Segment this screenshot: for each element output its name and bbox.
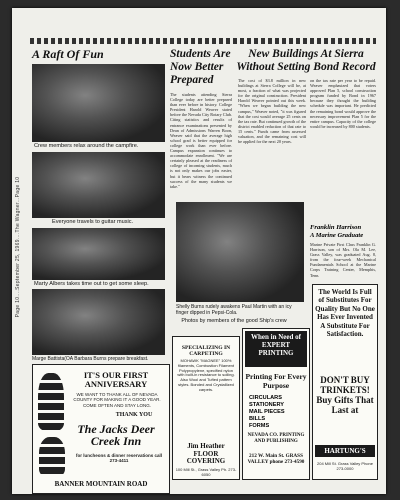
ad-hartungs-name: HARTUNG'S: [315, 445, 375, 457]
ad-hartungs-slogan: The World Is Full of Substitutes For Quality But No One Has Ever Invented A Substitute For Satisfaction.: [315, 288, 375, 339]
caption-guitar: Everyone travels to guitar music.: [52, 219, 134, 225]
caption-icy-finger: Shelly Burns rudely awakens Paul Martin with an icy finger dipped in Pepsi-Cola.: [176, 304, 292, 316]
ad-printing-address: 212 W. Main St. GRASS VALLEY phone 273-4590: [247, 453, 305, 466]
ad-printing-item: STATIONERY: [249, 402, 285, 408]
ad-printing-banner: When in Need of EXPERT PRINTING: [245, 331, 307, 367]
caption-sleep: Marty Albers takes time out to get some sleep.: [34, 281, 149, 287]
photo-breakfast: [32, 289, 165, 355]
ad-printing-item: FORMS: [249, 423, 270, 429]
article-harrison: Marine Private First Class Franklin G. Harrison, son of Mrs. Ola M. Lee, Grass Valley, was graduated Aug. 8, from the four-week Mechanical Fundamentals School at the Marine Corps Training Center, Memphis, Tenn.: [310, 242, 376, 278]
ad-hartungs: [312, 284, 378, 480]
ad-carpet-name: Jim Heather FLOOR COVERING: [186, 442, 226, 466]
ad-jacks-thankyou: THANK YOU: [115, 412, 153, 418]
ad-jacks-body: WE WANT TO THANK ALL OF NEVADA COUNTY FOR MAKING IT A GOOD YEAR. COME OFTEN AND STAY LONG.: [73, 392, 161, 408]
headline-raft: A Raft Of Fun: [32, 47, 104, 61]
ad-carpet: [172, 336, 240, 480]
photo-guitar: [32, 152, 165, 218]
ad-carpet-body: MOHAWK "MAGNEE" 100% filaments, Combustion Filament Polypropylene, specified nylon with built-in resistance to soiling. Also Wool and Tufted pattern styles. Bonded and Crystallized carpets.: [177, 359, 235, 392]
tree-logo-icon-2: [39, 437, 65, 477]
ad-printing: [242, 328, 310, 480]
ad-jacks-address: BANNER MOUNTAIN ROAD: [54, 480, 148, 488]
ad-printing-name: NEVADA CO. PRINTING AND PUBLISHING: [247, 433, 305, 444]
ad-printing-item: BILLS: [249, 416, 266, 422]
spine-text: Page 10....September 25, 1969....The Wagner...Page 10: [15, 176, 21, 318]
subhead-harrison: [310, 224, 376, 239]
photo-sleep: [32, 228, 165, 280]
ad-printing-list: [249, 395, 309, 430]
ad-jacks-phone: for luncheons & dinner reservations call 273-4411: [75, 453, 163, 464]
ad-printing-item: CIRCULARS: [249, 395, 282, 401]
newspaper-page: [12, 8, 386, 494]
ad-printing-purpose: Printing For Every Purpose: [245, 372, 307, 390]
subhead-harrison-line2: A Marine Graduate: [310, 231, 364, 239]
ad-jacks-name: The Jacks Deer Creek Inn: [77, 422, 155, 448]
tree-logo-icon: [38, 373, 64, 431]
caption-campfire: Crew members relax around the campfire.: [34, 143, 139, 149]
article-buildings-right: on the tax rate per year to be repaid. Weaver emphasized that voters approved Plan 5, school construction program funded by Bond in 1967 because they thought the building schedule was important. He predicted the remaining bond would approve the necessary improvement Plan 5 for the entire campus. Capacity of the college would be increased by 800 students.: [310, 78, 376, 129]
article-buildings-left: The cost of $3.8 million in new buildings at Sierra College will be, at most, a fraction of what was projected for the original construction. President Harold Weaver pointed out this week. "When we began building the new campus," Weaver noted, "it was figured that the cost would average 25 cents on the tax rate. But continued growth of the district enabled reduction of that rate to 15 cents." Funds came from assessed valuation, and the remaining cost will be applied for the next 20 years.: [238, 78, 306, 145]
photo-icy-finger: [176, 202, 304, 302]
caption-photos-credit: Photos by members of the good Ship's crew: [181, 318, 287, 324]
decorative-border: [30, 38, 376, 44]
headline-buildings: New Buildings At Sierra Without Setting Bond Record: [236, 48, 376, 73]
ad-jacks-anniversary: IT'S OUR FIRST ANNIVERSARY: [83, 370, 149, 389]
ad-hartungs-address: 204 Mill St. Grass Valley Phone 273-0000: [317, 461, 373, 472]
ad-carpet-address: 100 Mill St., Grass Valley Ph. 273-6050: [175, 467, 237, 478]
ad-printing-item: MAIL PIECES: [249, 409, 285, 415]
ad-carpet-head: SPECIALIZING IN CARPETING: [181, 345, 231, 357]
photo-campfire: [32, 64, 165, 142]
subhead-harrison-line1: Franklin Harrison: [310, 224, 362, 231]
headline-students: Students Are Now Better Prepared: [170, 48, 231, 86]
page-spine: [12, 8, 24, 494]
caption-breakfast: Marge Battista(OA Barbara Burns prepare breakfast.: [32, 356, 149, 362]
ad-jacks-inn: [32, 364, 170, 494]
article-students: The students attending Sierra College today are better prepared than ever before in history. College President Harold Weaver stated before the Nevada City Rotary Club. Citing statistics and results of entrance examinations presented by Dean of Admissions Warren Boon, Weaver said that the average high school grad is better equipped for college work than ever before. Campus expansion continues to accommodate enrollment. "We are certainly pleased at the readiness of college of incoming students, much is not only makes our jobs easier, but it bears witness the continued success of the many students we take.": [170, 92, 232, 189]
ad-hartungs-trinkets: DON'T BUY TRINKETS! Buy Gifts That Last at: [316, 375, 374, 415]
